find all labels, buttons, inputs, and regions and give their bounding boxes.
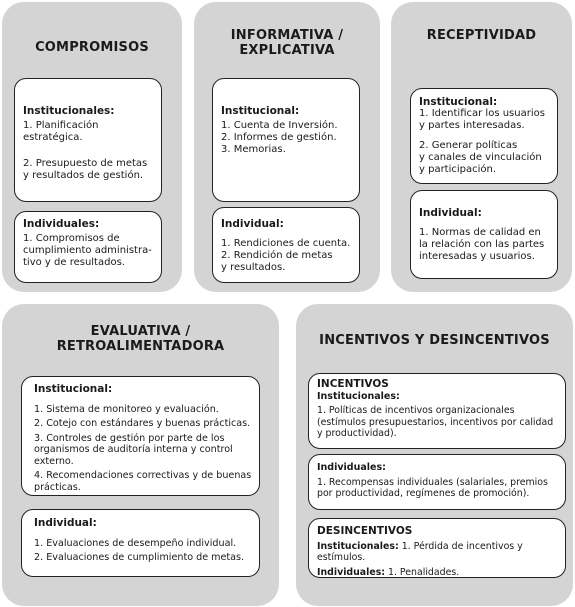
list-item: 1. Evaluaciones de desempeño individual. (34, 537, 237, 549)
list-item: 1. Políticas de incentivos organizacionales (estímulos presupuestarios, incentivos por calidad y productividad). (317, 405, 554, 439)
title-line: EVALUATIVA / (90, 324, 191, 339)
card-compromisos-institucional (14, 78, 162, 202)
card-receptividad-institucional (410, 88, 558, 184)
panel-receptividad (391, 2, 572, 292)
label-individuales: Individuales: (23, 218, 100, 230)
label-incentivos: INCENTIVOS (317, 378, 389, 390)
card-compromisos-individual (14, 211, 162, 283)
label-individuales: Individuales: (317, 566, 386, 578)
panel-title-informativa (194, 28, 380, 58)
list-item: 1. Rendiciones de cuenta. (221, 238, 351, 249)
card-evaluativa-institucional (21, 376, 260, 496)
card-desincentivos (308, 518, 566, 578)
panel-informativa (194, 2, 380, 292)
card-incentivos-individuales (308, 454, 566, 510)
list-item: 2. Generar políticas y canales de vinculación y participación. (419, 140, 542, 175)
list-item: 3. Memorias. (221, 144, 286, 155)
panel-title-incentivos: INCENTIVOS Y DESINCENTIVOS (319, 333, 550, 348)
list-item: 1. Recompensas individuales (salariales, premios por productividad, regímenes de promoción). (317, 476, 548, 499)
card-receptividad-individual (410, 190, 558, 279)
list-item: 3. Controles de gestión por parte de los organismos de auditoría interna y control externo. (34, 432, 233, 467)
label-individual: Individual: (419, 207, 482, 219)
title-line: RETROALIMENTADORA (56, 339, 225, 354)
label-individual: Individual: (221, 218, 284, 230)
list-item: 1. Compromisos de cumplimiento administra- tivo y de resultados. (23, 233, 152, 268)
label-individuales: Individuales: (317, 462, 386, 473)
list-item (317, 567, 559, 579)
label-institucional: Institucional: (419, 96, 498, 108)
list-item: 1. Cuenta de Inversión. (221, 120, 338, 131)
list-item: 2. Cotejo con estándares y buenas prácticas. (34, 418, 251, 429)
title-line: INFORMATIVA / (230, 28, 344, 43)
panel-compromisos (2, 2, 182, 292)
list-item: 2. Informes de gestión. (221, 132, 337, 143)
card-incentivos-institucionales (308, 373, 566, 449)
item-text: 1. Pérdida de incentivos y estímulos. (317, 540, 523, 563)
panel-incentivos (296, 304, 573, 606)
card-informativa-institucional (212, 78, 360, 202)
label-institucionales: Institucionales: (317, 390, 400, 402)
list-item: 1. Sistema de monitoreo y evaluación. (34, 403, 219, 415)
label-individual: Individual: (34, 517, 97, 529)
label-institucional: Institucional: (34, 383, 113, 395)
title-line: EXPLICATIVA (239, 43, 335, 58)
panel-title-compromisos: COMPROMISOS (35, 40, 149, 55)
list-item: 1. Planificación estratégica. (23, 120, 99, 143)
list-item: 2. Evaluaciones de cumplimiento de metas. (34, 552, 245, 563)
card-informativa-individual (212, 207, 360, 283)
card-evaluativa-individual (21, 509, 260, 577)
panel-title-receptividad: RECEPTIVIDAD (426, 28, 537, 43)
label-institucionales: Institucionales: (317, 540, 399, 552)
list-item: 2. Rendición de metas y resultados. (221, 250, 333, 273)
label-institucional: Institucional: (221, 105, 300, 117)
panel-evaluativa (2, 304, 279, 606)
list-item: 4. Recomendaciones correctivas y de buenas prácticas. (34, 470, 252, 493)
label-institucionales: Institucionales: (23, 105, 115, 117)
list-item: 2. Presupuesto de metas y resultados de gestión. (23, 158, 148, 181)
panel-title-evaluativa (2, 324, 279, 354)
list-item: 1. Normas de calidad en la relación con las partes interesadas y usuarios. (419, 227, 545, 262)
label-desincentivos: DESINCENTIVOS (317, 525, 413, 537)
list-item (317, 541, 559, 564)
list-item: 1. Identificar los usuarios y partes interesadas. (419, 108, 545, 131)
item-text: 1. Penalidades. (385, 566, 460, 578)
